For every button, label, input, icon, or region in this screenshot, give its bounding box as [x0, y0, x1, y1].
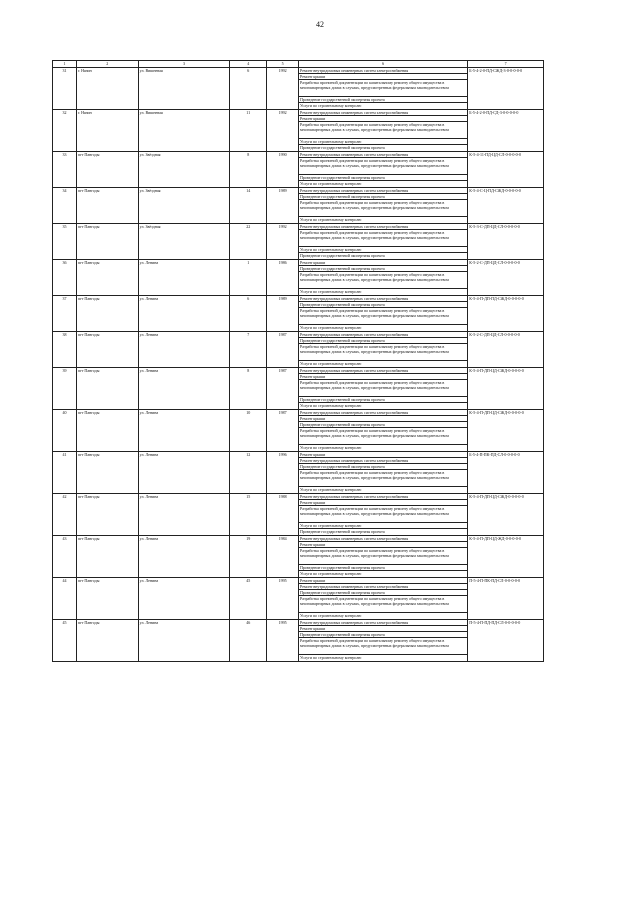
street: ул. Вишневая — [139, 68, 231, 109]
row-number: 33 — [53, 152, 77, 187]
table-row — [52, 296, 544, 332]
locality: пгт Пангоды — [77, 494, 139, 535]
work-item: Услуги по строительному контролю — [300, 325, 362, 330]
row-number: 38 — [53, 332, 77, 367]
row-number: 37 — [53, 296, 77, 331]
work-item: Услуги по строительному контролю — [300, 217, 362, 222]
work-item: Услуги по строительному контролю — [300, 181, 362, 186]
work-item: Ремонт внутридомовых инженерных систем электроснабжения — [299, 110, 467, 116]
column-header-row — [52, 60, 544, 68]
work-item: Услуги по строительному контролю — [300, 571, 362, 576]
work-item: Разработка проектной документации по капитальному ремонту общего имущества в многоквартирных домах в случаях, предусмотренных федеральным законодательством — [299, 596, 467, 613]
table-row — [52, 110, 544, 152]
work-item: Ремонт внутридомовых инженерных систем электроснабжения — [299, 188, 467, 194]
work-item: Ремонт крыши — [299, 374, 467, 380]
row-number: 40 — [53, 410, 77, 451]
build-year: 1987 — [267, 332, 299, 367]
work-list — [299, 536, 468, 577]
column-header: 6 — [299, 61, 468, 67]
work-item: Ремонт внутридомовых инженерных систем электроснабжения — [299, 584, 467, 590]
building-code: К-5-4-П-ДП-ЦД-СЖД-0-0-0-0-0 — [469, 494, 524, 499]
work-list — [299, 578, 468, 619]
work-list — [299, 368, 468, 409]
locality: пгт Пангоды — [77, 296, 139, 331]
build-year: 1989 — [267, 296, 299, 331]
work-list — [299, 68, 468, 109]
street: ул. Ленина — [139, 368, 231, 409]
work-item: Проведение государственной экспертизы проекта — [299, 175, 467, 181]
house-number: 6 — [230, 296, 267, 331]
building-code: К-5-4-11-ПД-ЦД-СЛ-0-0-0-0-0 — [469, 152, 521, 157]
table-row — [52, 578, 544, 620]
house-number: 45 — [230, 578, 267, 619]
work-item: Услуги по строительному контролю — [300, 613, 362, 618]
work-list — [299, 410, 468, 451]
table-row — [52, 368, 544, 410]
street: ул. Ленина — [139, 620, 231, 661]
locality: пгт Пангоды — [77, 332, 139, 367]
work-item: Разработка проектной документации по капитальному ремонту общего имущества в многоквартирных домах в случаях, предусмотренных федеральным законодательством — [299, 80, 467, 97]
street: ул. Ленина — [139, 578, 231, 619]
table-row — [52, 620, 544, 662]
locality: пгт Пангоды — [77, 452, 139, 493]
work-list — [299, 332, 468, 367]
build-year: 1990 — [267, 152, 299, 187]
house-number: 11 — [230, 110, 267, 151]
work-item: Услуги по строительному контролю — [300, 403, 362, 408]
work-item: Разработка проектной документации по капитальному ремонту общего имущества в многоквартирных домах в случаях, предусмотренных федеральным законодательством — [299, 380, 467, 397]
work-item: Ремонт внутридомовых инженерных систем электроснабжения — [299, 224, 467, 230]
build-year: 1986 — [267, 260, 299, 295]
locality: пгт Пангоды — [77, 410, 139, 451]
street: ул. Ленина — [139, 296, 231, 331]
street: ул. Ленина — [139, 536, 231, 577]
locality: пгт Пангоды — [77, 224, 139, 259]
work-list — [299, 296, 468, 331]
table-row — [52, 452, 544, 494]
build-year: 1996 — [267, 452, 299, 493]
work-item: Ремонт крыши — [299, 452, 467, 458]
street: ул. Звёздная — [139, 152, 231, 187]
building-code: П-5-4-П-ПД-ПД-СЛ-0-0-0-0-0 — [469, 620, 521, 625]
work-item: Ремонт крыши — [299, 74, 467, 80]
table-row — [52, 260, 544, 296]
build-year: 1992 — [267, 110, 299, 151]
work-item: Ремонт внутридомовых инженерных систем электроснабжения — [299, 536, 467, 542]
row-number: 34 — [53, 188, 77, 223]
table-row — [52, 152, 544, 188]
table-row — [52, 494, 544, 536]
work-item: Разработка проектной документации по капитальному ремонту общего имущества в многоквартирных домах в случаях, предусмотренных федеральным законодательством — [299, 122, 467, 139]
work-item: Проведение государственной экспертизы проекта — [300, 253, 385, 258]
work-item: Услуги по строительному контролю — [300, 487, 362, 492]
work-item: Ремонт крыши — [299, 542, 467, 548]
row-number: 41 — [53, 452, 77, 493]
locality: г. Нязин — [77, 68, 139, 109]
building-code: П-5-4-П-ПК-ПД-СЛ-0-0-0-0-0 — [469, 578, 521, 583]
building-code: Б-5-4-2-0-ПД-СД-3-0-0-0-0-0 — [469, 110, 519, 115]
work-item: Ремонт внутридомовых инженерных систем электроснабжения — [299, 620, 467, 626]
row-number: 36 — [53, 260, 77, 295]
work-item: Ремонт внутридомовых инженерных систем электроснабжения — [299, 410, 467, 416]
work-item: Ремонт внутридомовых инженерных систем электроснабжения — [299, 332, 467, 338]
work-item: Ремонт крыши — [299, 578, 467, 584]
work-item: Проведение государственной экспертизы проекта — [299, 464, 467, 470]
table-row — [52, 410, 544, 452]
work-item: Ремонт внутридомовых инженерных систем электроснабжения — [299, 368, 467, 374]
work-item: Проведение государственной экспертизы проекта — [299, 194, 467, 200]
work-item: Разработка проектной документации по капитальному ремонту общего имущества в многоквартирных домах в случаях, предусмотренных федеральным законодательством — [299, 470, 467, 487]
locality: пгт Пангоды — [77, 536, 139, 577]
work-item: Разработка проектной документации по капитальному ремонту общего имущества в многоквартирных домах в случаях, предусмотренных федеральным законодательством — [299, 308, 467, 325]
column-header: 1 — [53, 61, 77, 67]
street: ул. Ленина — [139, 332, 231, 367]
work-item: Ремонт крыши — [299, 116, 467, 122]
work-item: Проведение государственной экспертизы проекта — [299, 97, 467, 103]
work-item: Разработка проектной документации по капитальному ремонту общего имущества в многоквартирных домах в случаях, предусмотренных федеральным законодательством — [299, 638, 467, 655]
locality: пгт Пангоды — [77, 152, 139, 187]
work-list — [299, 260, 468, 295]
house-number: 22 — [230, 224, 267, 259]
row-number: 32 — [53, 110, 77, 151]
house-number: 6 — [230, 68, 267, 109]
house-number: 14 — [230, 188, 267, 223]
house-number: 7 — [230, 332, 267, 367]
building-code: К-5-3-С-ДП-ЦД-СЛ-0-0-0-0-0 — [469, 224, 520, 229]
street: ул. Ленина — [139, 410, 231, 451]
work-item: Ремонт крыши — [299, 260, 467, 266]
build-year: 1995 — [267, 578, 299, 619]
work-item: Услуги по строительному контролю — [300, 289, 362, 294]
street: ул. Звёздная — [139, 188, 231, 223]
build-year: 1988 — [267, 494, 299, 535]
work-item: Проведение государственной экспертизы проекта — [299, 590, 467, 596]
work-item: Ремонт внутридомовых инженерных систем электроснабжения — [299, 494, 467, 500]
build-year: 1984 — [267, 536, 299, 577]
street: ул. Ленина — [139, 494, 231, 535]
house-number: 46 — [230, 620, 267, 661]
work-list — [299, 224, 468, 259]
work-item: Услуги по строительному контролю — [299, 247, 467, 253]
building-code: К-5-4-П-ДП-ПД-СЖД-0-0-0-0-0 — [469, 296, 524, 301]
table-row — [52, 332, 544, 368]
column-header: 2 — [77, 61, 139, 67]
building-code: К-5-4-П-ДП-ЦД-СЖД-0-0-0-0-0 — [469, 368, 524, 373]
table-body — [52, 68, 544, 662]
work-item: Услуги по строительному контролю — [300, 655, 362, 660]
column-header: 3 — [139, 61, 231, 67]
column-header: 5 — [267, 61, 299, 67]
table-row — [52, 536, 544, 578]
row-number: 43 — [53, 536, 77, 577]
work-item: Разработка проектной документации по капитальному ремонту общего имущества в многоквартирных домах в случаях, предусмотренных федеральным законодательством — [299, 428, 467, 445]
house-number: 8 — [230, 368, 267, 409]
row-number: 42 — [53, 494, 77, 535]
work-item: Проведение государственной экспертизы проекта — [299, 338, 467, 344]
work-item: Проведение государственной экспертизы проекта — [299, 565, 467, 571]
work-item: Проведение государственной экспертизы проекта — [300, 529, 385, 534]
work-item: Ремонт крыши — [299, 500, 467, 506]
row-number: 31 — [53, 68, 77, 109]
table-row — [52, 224, 544, 260]
building-code: К-5-4-С-Ц-ПД-СЖД-0-0-0-0-0 — [469, 188, 521, 193]
work-item: Услуги по строительному контролю — [299, 523, 467, 529]
building-code: К-5-2-С-ДП-ЦД-СЛ-0-0-0-0-0 — [469, 332, 520, 337]
work-list — [299, 620, 468, 661]
build-year: 1989 — [267, 188, 299, 223]
row-number: 39 — [53, 368, 77, 409]
work-item: Проведение государственной экспертизы проекта — [299, 422, 467, 428]
house-number: 15 — [230, 494, 267, 535]
work-item: Услуги по строительному контролю — [300, 361, 362, 366]
row-number: 44 — [53, 578, 77, 619]
house-number: 1 — [230, 260, 267, 295]
table-row — [52, 188, 544, 224]
work-item: Разработка проектной документации по капитальному ремонту общего имущества в многоквартирных домах в случаях, предусмотренных федеральным законодательством — [299, 272, 467, 289]
street: ул. Вишневая — [139, 110, 231, 151]
build-year: 1995 — [267, 620, 299, 661]
work-list — [299, 494, 468, 535]
work-item: Ремонт внутридомовых инженерных систем электроснабжения — [299, 68, 467, 74]
building-code: К-5-4-П-ДП-ЦД-СЖД-0-0-0-0-0 — [469, 410, 524, 415]
work-item: Проведение государственной экспертизы проекта — [299, 302, 467, 308]
work-item: Разработка проектной документации по капитальному ремонту общего имущества в многоквартирных домах в случаях, предусмотренных федеральным законодательством — [299, 506, 467, 523]
locality: пгт Пангоды — [77, 368, 139, 409]
build-year: 1987 — [267, 368, 299, 409]
work-item: Проведение государственной экспертизы проекта — [299, 397, 467, 403]
row-number: 35 — [53, 224, 77, 259]
work-item: Ремонт крыши — [299, 416, 467, 422]
work-list — [299, 152, 468, 187]
work-item: Ремонт внутридомовых инженерных систем электроснабжения — [299, 458, 467, 464]
locality: г. Нязин — [77, 110, 139, 151]
house-number: 10 — [230, 410, 267, 451]
work-item: Разработка проектной документации по капитальному ремонту общего имущества в многоквартирных домах в случаях, предусмотренных федеральным законодательством — [299, 344, 467, 361]
locality: пгт Пангоды — [77, 260, 139, 295]
table-row — [52, 68, 544, 110]
document-table — [52, 60, 544, 662]
locality: пгт Пангоды — [77, 578, 139, 619]
building-code: Б-5-4-П-ПК-ПД-СЛ-0-0-0-0-0 — [469, 452, 520, 457]
work-item: Ремонт внутридомовых инженерных систем электроснабжения — [299, 296, 467, 302]
work-list — [299, 188, 468, 223]
house-number: 12 — [230, 452, 267, 493]
house-number: 19 — [230, 536, 267, 577]
work-item: Услуги по строительному контролю — [300, 445, 362, 450]
street: ул. Звёздная — [139, 224, 231, 259]
page-number: 42 — [316, 20, 324, 29]
work-item: Ремонт внутридомовых инженерных систем электроснабжения — [299, 152, 467, 158]
work-item: Разработка проектной документации по капитальному ремонту общего имущества в многоквартирных домах в случаях, предусмотренных федеральным законодательством — [299, 548, 467, 565]
work-item: Услуги по строительному контролю — [299, 139, 467, 145]
work-item: Проведение государственной экспертизы проекта — [300, 145, 385, 150]
build-year: 1987 — [267, 410, 299, 451]
column-header: 4 — [230, 61, 267, 67]
work-list — [299, 110, 468, 151]
build-year: 1992 — [267, 224, 299, 259]
work-item: Ремонт крыши — [299, 626, 467, 632]
locality: пгт Пангоды — [77, 620, 139, 661]
work-item: Разработка проектной документации по капитальному ремонту общего имущества в многоквартирных домах в случаях, предусмотренных федеральным законодательством — [299, 230, 467, 247]
work-item: Разработка проектной документации по капитальному ремонту общего имущества в многоквартирных домах в случаях, предусмотренных федеральным законодательством — [299, 200, 467, 217]
street: ул. Ленина — [139, 452, 231, 493]
work-item: Услуги по строительному контролю — [300, 103, 362, 108]
work-item: Проведение государственной экспертизы проекта — [299, 632, 467, 638]
building-code: Б-5-4-2-0-ПД-СЖД-3-0-0-0-0-0 — [469, 68, 523, 73]
building-code: К-5-4-П-ДП-ЦД-ЖД-0-0-0-0-0 — [469, 536, 522, 541]
column-header: 7 — [504, 61, 507, 66]
street: ул. Ленина — [139, 260, 231, 295]
row-number: 45 — [53, 620, 77, 661]
house-number: 8 — [230, 152, 267, 187]
work-item: Разработка проектной документации по капитальному ремонту общего имущества в многоквартирных домах в случаях, предусмотренных федеральным законодательством — [299, 158, 467, 175]
work-item: Проведение государственной экспертизы проекта — [299, 266, 467, 272]
building-code: К-5-2-С-ДП-ЦД-СЛ-0-0-0-0-0 — [469, 260, 520, 265]
work-list — [299, 452, 468, 493]
build-year: 1992 — [267, 68, 299, 109]
locality: пгт Пангоды — [77, 188, 139, 223]
